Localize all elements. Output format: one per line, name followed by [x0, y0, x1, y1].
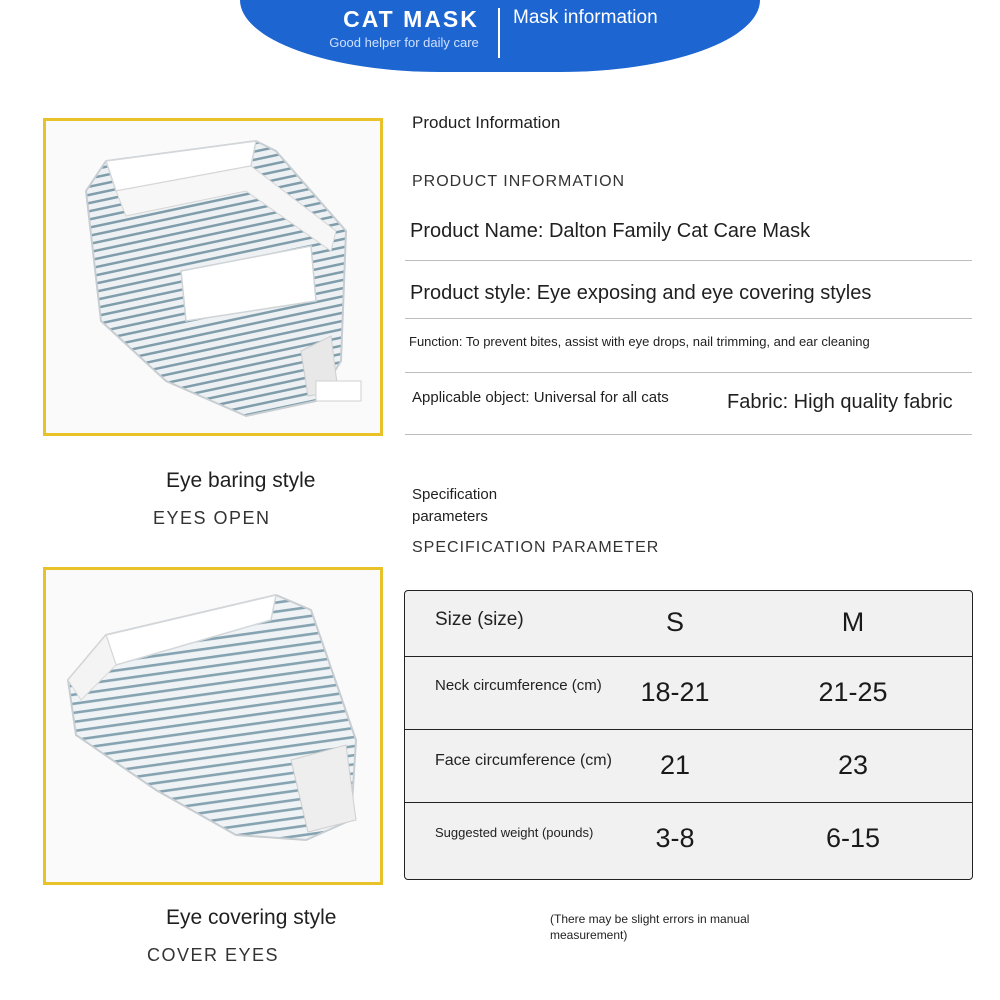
measurement-note: (There may be slight errors in manual measurement)	[550, 912, 750, 942]
product-style: Product style: Eye exposing and eye covering styles	[410, 282, 872, 304]
spec-heading-line2: parameters	[412, 508, 488, 525]
eye-covering-caption: Eye covering style	[166, 906, 337, 929]
table-row-neck	[405, 657, 972, 730]
table-row-face	[405, 730, 972, 803]
spec-heading-caps: SPECIFICATION PARAMETER	[412, 539, 660, 556]
eye-baring-image	[43, 118, 383, 436]
weight-m: 6-15	[825, 823, 881, 853]
product-name: Product Name: Dalton Family Cat Care Mask	[410, 220, 811, 242]
weight-s: 3-8	[655, 823, 695, 853]
weight-label: Suggested weight (pounds)	[435, 825, 594, 840]
divider-1	[405, 260, 972, 261]
spec-heading-line1: Specification	[412, 486, 498, 503]
product-fabric: Fabric: High quality fabric	[727, 391, 953, 413]
divider-4	[405, 434, 972, 435]
header-right-label: Mask information	[513, 7, 658, 28]
table-row-weight	[405, 803, 972, 878]
eye-baring-caption: Eye baring style	[166, 469, 316, 492]
face-s: 21	[659, 750, 691, 780]
table-row-size	[405, 591, 972, 657]
divider-2	[405, 318, 972, 319]
product-heading: Product Information	[412, 113, 561, 132]
product-function: Function: To prevent bites, assist with eye drops, nail trimming, and ear cleaning	[409, 334, 870, 349]
eye-baring-sub: EYES OPEN	[153, 508, 271, 528]
size-m: M	[841, 607, 865, 637]
header-divider	[498, 8, 500, 58]
mask-covered-illustration	[46, 570, 380, 882]
spec-table	[404, 590, 973, 880]
divider-3	[405, 372, 972, 373]
product-applicable: Applicable object: Universal for all cats	[412, 389, 669, 406]
header-title: CAT MASK	[343, 6, 479, 32]
size-label: Size (size)	[435, 609, 524, 630]
neck-s: 18-21	[640, 677, 710, 707]
face-m: 23	[837, 750, 869, 780]
eye-covering-image	[43, 567, 383, 885]
eye-covering-sub: COVER EYES	[147, 945, 280, 965]
neck-label: Neck circumference (cm)	[435, 677, 602, 694]
header-subtitle: Good helper for daily care	[329, 35, 479, 50]
size-s: S	[665, 607, 684, 637]
face-label: Face circumference (cm)	[435, 752, 612, 769]
product-heading-caps: PRODUCT INFORMATION	[412, 173, 626, 190]
mask-open-illustration	[46, 121, 380, 433]
neck-m: 21-25	[818, 677, 888, 707]
